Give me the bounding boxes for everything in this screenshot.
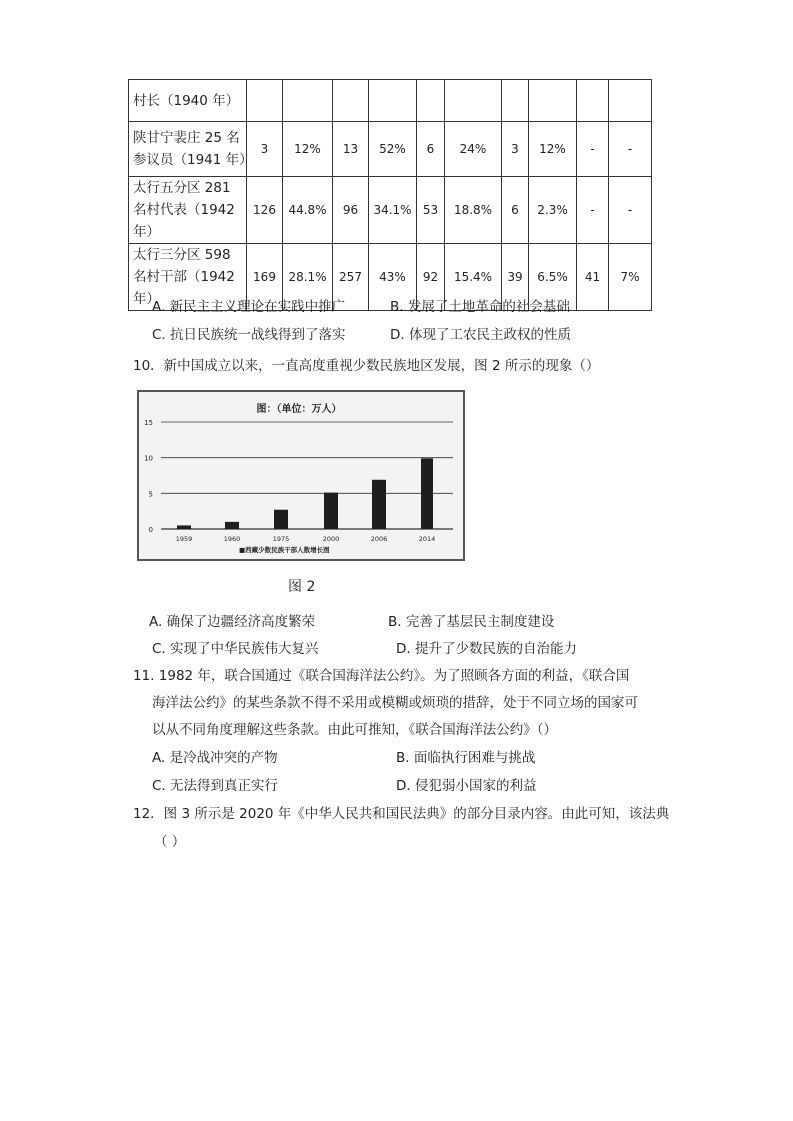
bar-chart	[139, 392, 463, 559]
table-cell: 18.8%	[445, 177, 502, 244]
q10-stem: 10．新中国成立以来，一直高度重视少数民族地区发展，图 2 所示的现象（）	[133, 358, 600, 374]
table-cell: 52%	[369, 122, 417, 177]
table-cell	[502, 80, 529, 122]
q9-option-a: A. 新民主主义理论在实践中推广	[152, 299, 346, 315]
table-cell: 53	[417, 177, 445, 244]
representation-table	[128, 79, 652, 311]
table-cell: -	[609, 122, 652, 177]
table-cell: 12%	[283, 122, 333, 177]
table-cell: 41	[577, 244, 609, 311]
table-cell	[333, 80, 369, 122]
table-cell: 96	[333, 177, 369, 244]
chart-figure-2	[137, 390, 465, 561]
table-row	[129, 80, 652, 122]
table-cell: -	[609, 177, 652, 244]
table-cell: 92	[417, 244, 445, 311]
x-tick-label: 2006	[370, 535, 388, 543]
table-cell	[445, 80, 502, 122]
y-tick-label: 5	[148, 490, 153, 499]
q9-option-c: C. 抗日民族统一战线得到了落实	[152, 327, 346, 343]
row-label: 太行五分区 281 名村代表（1942 年）	[129, 177, 247, 244]
q10-option-c: C. 实现了中华民族伟大复兴	[152, 641, 319, 657]
table-cell	[529, 80, 577, 122]
q10-option-a: A. 确保了边疆经济高度繁荣	[149, 614, 316, 630]
q11-stem-line-3: 以从不同角度理解这些条款。由此可推知，《联合国海洋法公约》（）	[152, 722, 557, 738]
q11-stem-line-1: 11. 1982 年，联合国通过《联合国海洋法公约》。为了照顾各方面的利益，《联合国	[133, 668, 630, 684]
q11-option-a: A. 是冷战冲突的产物	[152, 750, 278, 766]
y-tick-label: 0	[148, 526, 153, 534]
table-cell: 3	[247, 122, 283, 177]
table-cell: 13	[333, 122, 369, 177]
table-cell: -	[577, 177, 609, 244]
y-tick-label: 10	[144, 454, 153, 463]
row-label: 村长（1940 年）	[129, 80, 247, 122]
table-cell: 2.3%	[529, 177, 577, 244]
x-tick-label: 1975	[272, 535, 290, 543]
row-label: 陕甘宁裴庄 25 名参议员（1941 年）	[129, 122, 247, 177]
row-label: 太行三分区 598 名村干部（1942 年）	[129, 244, 247, 311]
q11-option-c: C. 无法得到真正实行	[152, 778, 279, 794]
table-cell	[247, 80, 283, 122]
table-cell: 43%	[369, 244, 417, 311]
table-cell: 12%	[529, 122, 577, 177]
bar	[225, 522, 239, 529]
table-cell	[577, 80, 609, 122]
table-row	[129, 177, 652, 244]
q10-option-d: D. 提升了少数民族的自治能力	[396, 641, 577, 657]
table-cell: 3	[502, 122, 529, 177]
bar	[274, 510, 288, 529]
x-tick-label: 2000	[322, 535, 340, 543]
bar	[421, 458, 433, 529]
table-cell: 34.1%	[369, 177, 417, 244]
q11-option-d: D. 侵犯弱小国家的利益	[396, 778, 537, 794]
x-tick-label: 1959	[175, 535, 193, 543]
q9-option-b: B. 发展了土地革命的社会基础	[390, 299, 570, 315]
table-cell: 44.8%	[283, 177, 333, 244]
bar	[324, 493, 338, 529]
chart-title: 图：（单位：万人）	[256, 404, 342, 415]
table-row	[129, 122, 652, 177]
table-cell: 15.4%	[445, 244, 502, 311]
table-cell: 169	[247, 244, 283, 311]
table-cell: -	[577, 122, 609, 177]
table-cell: 126	[247, 177, 283, 244]
legend-label: ■西藏少数民族干部人数增长图	[239, 546, 330, 554]
x-tick-label: 2014	[418, 535, 436, 543]
q12-stem-line-1: 12．图 3 所示是 2020 年《中华人民共和国民法典》的部分目录内容。由此可知，该法典	[133, 806, 670, 822]
q9-option-d: D. 体现了工农民主政权的性质	[390, 327, 571, 343]
table-cell	[283, 80, 333, 122]
table-cell: 6	[502, 177, 529, 244]
bar	[177, 525, 191, 529]
q11-option-b: B. 面临执行困难与挑战	[396, 750, 536, 766]
q10-option-b: B. 完善了基层民主制度建设	[388, 614, 555, 630]
table-cell	[417, 80, 445, 122]
table-cell: 28.1%	[283, 244, 333, 311]
table-cell: 6	[417, 122, 445, 177]
table-cell: 39	[502, 244, 529, 311]
table-cell: 6.5%	[529, 244, 577, 311]
q12-stem-line-2: （ ）	[154, 834, 186, 850]
table-cell: 257	[333, 244, 369, 311]
bar	[372, 480, 386, 529]
table-cell: 24%	[445, 122, 502, 177]
table-cell	[609, 80, 652, 122]
q11-stem-line-2: 海洋法公约》的某些条款不得不采用或模糊或烦琐的措辞，处于不同立场的国家可	[152, 695, 638, 711]
figure-2-caption: 图 2	[288, 579, 316, 595]
y-tick-label: 15	[144, 419, 153, 427]
x-tick-label: 1960	[223, 535, 241, 543]
table-cell	[369, 80, 417, 122]
table-cell: 7%	[609, 244, 652, 311]
